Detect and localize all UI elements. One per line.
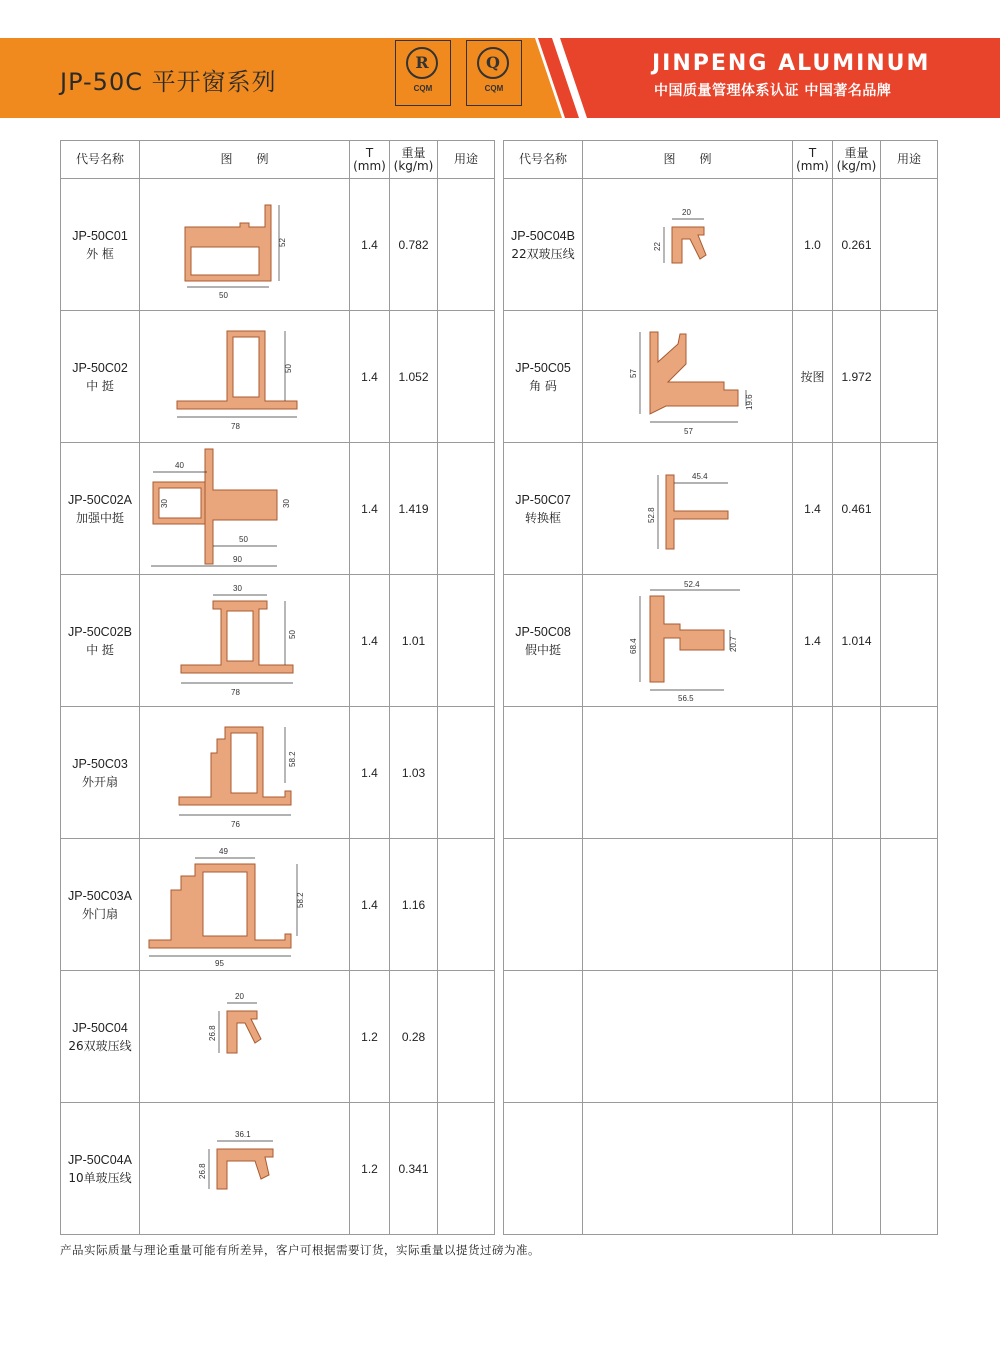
- use-value: [881, 575, 938, 707]
- svg-text:95: 95: [214, 959, 224, 967]
- col-header-use: 用途: [438, 141, 495, 179]
- table-row-empty: [504, 1103, 938, 1235]
- table-row-empty: [504, 971, 938, 1103]
- use-value: [438, 311, 495, 443]
- table-header-row: [61, 141, 495, 179]
- svg-text:45.4: 45.4: [691, 471, 708, 481]
- weight-value: 0.28: [390, 971, 438, 1103]
- svg-text:22: 22: [652, 241, 662, 251]
- svg-text:78: 78: [230, 687, 240, 697]
- use-value: [438, 707, 495, 839]
- frame-profile-icon: [145, 185, 345, 305]
- cqm-q-certification-logo: Q CQM: [466, 40, 522, 106]
- weight-value: 1.16: [390, 839, 438, 971]
- svg-text:19.6: 19.6: [744, 394, 754, 410]
- weight-value: 1.014: [833, 575, 881, 707]
- table-row: [61, 1103, 495, 1235]
- profile-name: 外 框: [86, 246, 114, 261]
- page-header: [0, 0, 1000, 130]
- thickness-value: 1.4: [350, 575, 390, 707]
- profile-name: 26双玻压线: [68, 1038, 132, 1053]
- svg-text:52.8: 52.8: [646, 506, 656, 523]
- profile-code: JP-50C04B: [511, 228, 575, 243]
- profile-code: JP-50C05: [515, 360, 571, 375]
- thickness-value: 1.4: [350, 443, 390, 575]
- svg-text:56.5: 56.5: [677, 694, 694, 703]
- profile-code: JP-50C02B: [68, 624, 132, 639]
- thickness-value: 1.4: [793, 443, 833, 575]
- thickness-value: 1.2: [350, 1103, 390, 1235]
- door-sash-profile-icon: [145, 842, 345, 967]
- svg-text:52.4: 52.4: [683, 580, 700, 589]
- table-row: [61, 443, 495, 575]
- table-row: [61, 839, 495, 971]
- mullion-profile-icon: [145, 317, 345, 437]
- profile-name: 角 码: [529, 378, 557, 393]
- svg-text:68.4: 68.4: [628, 638, 638, 654]
- brand-slogan: 中国质量管理体系认证 中国著名品牌: [654, 83, 892, 99]
- use-value: [881, 179, 938, 311]
- svg-text:50: 50: [287, 629, 297, 639]
- col-header-figure: 图 例: [140, 141, 350, 179]
- col-header-weight: 重量 (kg/m): [390, 141, 438, 179]
- weight-value: 0.782: [390, 179, 438, 311]
- profile-table-right: [503, 140, 938, 1235]
- profile-name: 转换框: [524, 510, 561, 525]
- weight-value: 1.01: [390, 575, 438, 707]
- corner-cleat-profile-icon: [588, 314, 788, 439]
- profile-code: JP-50C03: [72, 756, 128, 771]
- glazing-bead-22-profile-icon: [588, 185, 788, 305]
- svg-text:57: 57: [683, 427, 693, 436]
- table-header-row: [504, 141, 938, 179]
- profile-code: JP-50C04A: [68, 1152, 132, 1167]
- svg-text:36.1: 36.1: [234, 1129, 251, 1139]
- table-row-empty: [504, 839, 938, 971]
- svg-text:20: 20: [681, 207, 691, 217]
- table-row: [61, 707, 495, 839]
- use-value: [438, 839, 495, 971]
- series-title: JP-50C 平开窗系列: [60, 68, 277, 96]
- col-header-code: 代号名称: [504, 141, 583, 179]
- use-value: [438, 575, 495, 707]
- thickness-value: 1.2: [350, 971, 390, 1103]
- svg-text:50: 50: [218, 290, 228, 300]
- adapter-frame-profile-icon: [588, 449, 788, 569]
- svg-text:57: 57: [628, 369, 638, 378]
- profile-name: 假中挺: [524, 642, 561, 657]
- profile-name: 中 挺: [86, 642, 114, 657]
- thickness-value: 1.0: [793, 179, 833, 311]
- profile-code: JP-50C02: [72, 360, 128, 375]
- profile-code: JP-50C08: [515, 624, 571, 639]
- table-row: [504, 179, 938, 311]
- svg-text:30: 30: [232, 583, 242, 593]
- table-row: [61, 311, 495, 443]
- weight-value: 1.419: [390, 443, 438, 575]
- table-row: [61, 971, 495, 1103]
- svg-text:30: 30: [281, 498, 291, 508]
- col-header-thickness: T (mm): [793, 141, 833, 179]
- use-value: [438, 443, 495, 575]
- svg-text:20: 20: [234, 991, 244, 1001]
- weight-value: 0.261: [833, 179, 881, 311]
- reinforced-mullion-profile-icon: [145, 444, 345, 574]
- table-row: [504, 311, 938, 443]
- svg-text:52: 52: [277, 237, 287, 247]
- profile-code: JP-50C02A: [68, 492, 132, 507]
- profile-code: JP-50C07: [515, 492, 571, 507]
- svg-text:20.7: 20.7: [728, 636, 738, 652]
- col-header-use: 用途: [881, 141, 938, 179]
- thickness-value: 1.4: [793, 575, 833, 707]
- svg-text:50: 50: [283, 363, 293, 373]
- thickness-value: 按图: [793, 311, 833, 443]
- glazing-bead-profile-icon: [145, 977, 345, 1097]
- col-header-weight: 重量 (kg/m): [833, 141, 881, 179]
- svg-text:90: 90: [232, 554, 242, 564]
- use-value: [881, 311, 938, 443]
- use-value: [438, 1103, 495, 1235]
- profile-code: JP-50C01: [72, 228, 128, 243]
- svg-text:58.2: 58.2: [295, 892, 305, 908]
- profile-table-left: [60, 140, 495, 1235]
- svg-text:76: 76: [230, 819, 240, 829]
- cqm-r-certification-logo: R CQM: [395, 40, 451, 106]
- col-header-figure: 图 例: [583, 141, 793, 179]
- thickness-value: 1.4: [350, 839, 390, 971]
- thickness-value: 1.4: [350, 311, 390, 443]
- thickness-value: 1.4: [350, 179, 390, 311]
- svg-text:26.8: 26.8: [197, 1162, 207, 1179]
- profile-name: 10单玻压线: [68, 1170, 132, 1185]
- profile-name: 22双玻压线: [511, 246, 575, 261]
- svg-text:58.2: 58.2: [287, 750, 297, 767]
- weight-value: 0.461: [833, 443, 881, 575]
- svg-text:50: 50: [238, 534, 248, 544]
- use-value: [881, 443, 938, 575]
- mullion-b-profile-icon: [145, 581, 345, 701]
- table-row: [61, 575, 495, 707]
- svg-text:78: 78: [230, 421, 240, 431]
- svg-text:49: 49: [218, 847, 228, 856]
- weight-value: 1.03: [390, 707, 438, 839]
- svg-text:40: 40: [174, 460, 184, 470]
- weight-value: 0.341: [390, 1103, 438, 1235]
- table-row: [504, 575, 938, 707]
- weight-value: 1.052: [390, 311, 438, 443]
- profile-name: 外门扇: [81, 906, 118, 921]
- profile-name: 外开扇: [81, 774, 118, 789]
- weight-value: 1.972: [833, 311, 881, 443]
- profile-code: JP-50C03A: [68, 888, 132, 903]
- svg-text:30: 30: [159, 498, 169, 508]
- profile-name: 加强中挺: [75, 510, 124, 525]
- table-row-empty: [504, 707, 938, 839]
- thickness-value: 1.4: [350, 707, 390, 839]
- svg-text:26.8: 26.8: [207, 1024, 217, 1041]
- brand-name: JINPENG ALUMINUM: [652, 51, 931, 76]
- false-mullion-profile-icon: [588, 578, 788, 703]
- profile-code: JP-50C04: [72, 1020, 128, 1035]
- use-value: [438, 179, 495, 311]
- col-header-thickness: T (mm): [350, 141, 390, 179]
- table-row: [504, 443, 938, 575]
- footnote: 产品实际质量与理论重量可能有所差异，客户可根据需要订货，实际重量以提货过磅为准。: [60, 1243, 540, 1257]
- use-value: [438, 971, 495, 1103]
- outward-sash-profile-icon: [145, 713, 345, 833]
- col-header-code: 代号名称: [61, 141, 140, 179]
- single-glazing-bead-profile-icon: [145, 1109, 345, 1229]
- table-row: [61, 179, 495, 311]
- profile-name: 中 挺: [86, 378, 114, 393]
